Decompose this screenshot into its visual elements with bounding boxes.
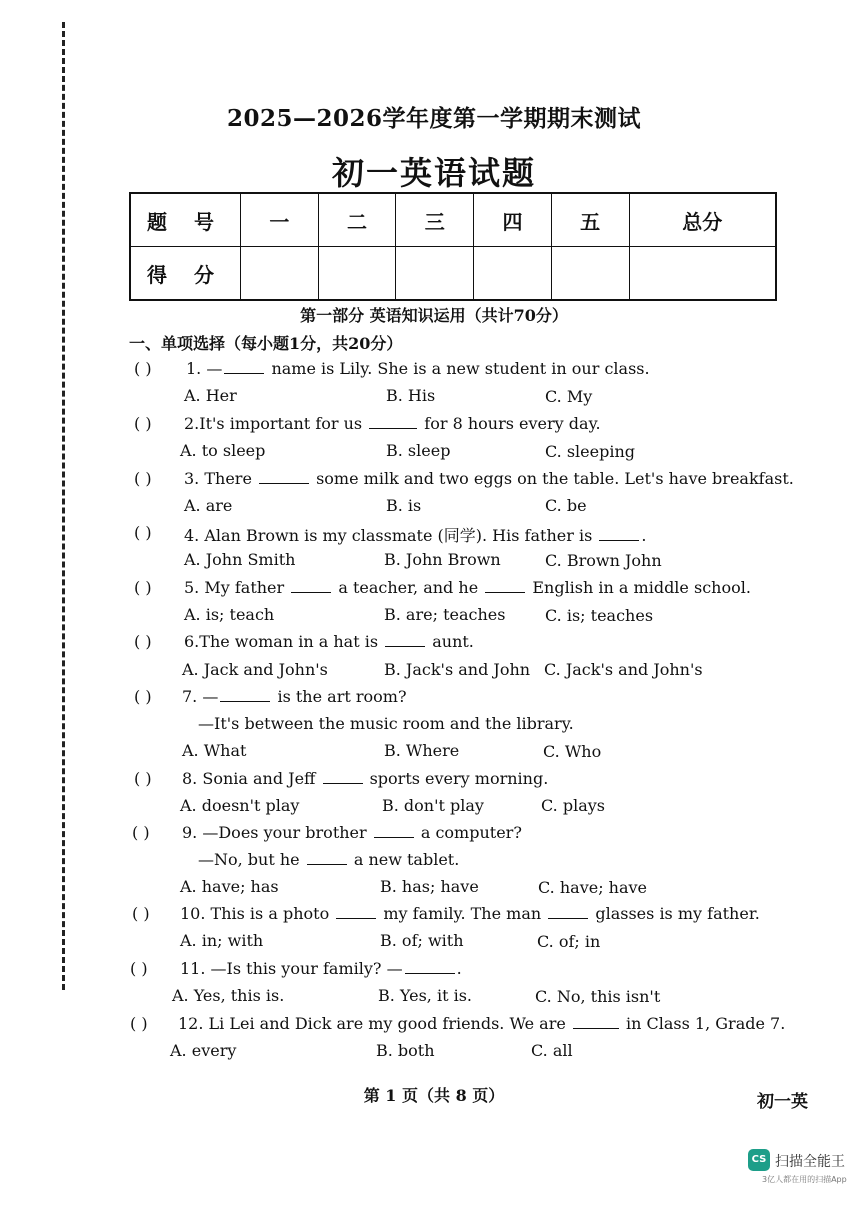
- option-a: A. have; has: [180, 877, 279, 896]
- answer-blank: [405, 959, 455, 974]
- answer-paren[interactable]: ( ): [134, 687, 152, 706]
- cell-section-1: 一: [241, 193, 319, 247]
- answer-blank: [307, 850, 347, 865]
- option-a: A. Yes, this is.: [172, 986, 285, 1005]
- answer-blank: [599, 526, 639, 541]
- option-c: C. plays: [541, 796, 605, 815]
- answer-paren[interactable]: ( ): [134, 769, 152, 788]
- question-stem: 5. My father a teacher, and he English in a middle school.: [184, 578, 751, 597]
- part-title: 第一部分 英语知识运用（共计70分）: [300, 306, 568, 325]
- answer-blank: [291, 578, 331, 593]
- score-table-header-row: [130, 193, 776, 247]
- answer-blank: [573, 1014, 619, 1029]
- question-stem: 3. There some milk and two eggs on the table. Let's have breakfast.: [184, 469, 794, 488]
- score-input-4[interactable]: [474, 247, 552, 301]
- cell-total: 总分: [629, 193, 776, 247]
- question-line-2: —No, but he a new tablet.: [198, 850, 460, 869]
- option-c: C. is; teaches: [545, 606, 654, 625]
- option-b: B. John Brown: [384, 550, 501, 569]
- answer-blank: [485, 578, 525, 593]
- answer-paren[interactable]: ( ): [134, 523, 152, 542]
- score-input-total[interactable]: [629, 247, 776, 301]
- page-footer: 第 1 页（共 8 页）: [363, 1086, 505, 1105]
- answer-paren[interactable]: ( ): [134, 578, 152, 597]
- exam-title: 2025—2026学年度第一学期期末测试: [226, 105, 642, 132]
- answer-blank: [259, 469, 309, 484]
- score-table-score-row: [130, 247, 776, 301]
- question-stem: 9. —Does your brother a computer?: [182, 823, 522, 842]
- answer-paren[interactable]: ( ): [130, 1014, 148, 1033]
- answer-paren[interactable]: ( ): [134, 414, 152, 433]
- question-stem: 10. This is a photo my family. The man glasses is my father.: [180, 904, 760, 923]
- option-a: A. to sleep: [180, 441, 266, 460]
- option-c: C. all: [531, 1041, 573, 1060]
- question-stem: 2.It's important for us for 8 hours every day.: [184, 414, 601, 433]
- option-a: A. is; teach: [184, 605, 275, 624]
- option-b: B. don't play: [382, 796, 484, 815]
- score-table: [129, 192, 777, 301]
- option-b: B. both: [376, 1041, 435, 1060]
- cell-section-3: 三: [396, 193, 474, 247]
- question-stem: 6.The woman in a hat is aunt.: [184, 632, 474, 651]
- option-a: A. in; with: [180, 931, 264, 950]
- answer-blank: [385, 632, 425, 647]
- option-a: A. Her: [184, 386, 237, 405]
- answer-blank: [336, 904, 376, 919]
- answer-blank: [369, 414, 417, 429]
- option-b: B. are; teaches: [384, 605, 506, 624]
- cell-score-label: 得 分: [130, 247, 241, 301]
- exam-subtitle: 初一英语试题: [331, 154, 536, 192]
- section-title: 一、单项选择（每小题1分，共20分）: [129, 334, 403, 353]
- answer-paren[interactable]: ( ): [132, 904, 150, 923]
- option-c: C. My: [545, 387, 593, 406]
- question-stem: 8. Sonia and Jeff sports every morning.: [182, 769, 549, 788]
- option-b: B. Jack's and John: [384, 660, 531, 679]
- question-stem: 7. — is the art room?: [182, 687, 407, 706]
- answer-blank: [323, 769, 363, 784]
- question-stem: 4. Alan Brown is my classmate (同学). His father is .: [184, 526, 647, 545]
- answer-paren[interactable]: ( ): [134, 359, 152, 378]
- option-b: B. has; have: [380, 877, 479, 896]
- option-c: C. Jack's and John's: [544, 660, 703, 679]
- option-c: C. Brown John: [545, 551, 662, 570]
- option-c: C. have; have: [538, 878, 648, 897]
- score-input-1[interactable]: [241, 247, 319, 301]
- cell-section-5: 五: [551, 193, 629, 247]
- cell-question-number-label: 题 号: [130, 193, 241, 247]
- answer-blank: [220, 687, 270, 702]
- question-stem: 12. Li Lei and Dick are my good friends. We are in Class 1, Grade 7.: [178, 1014, 786, 1033]
- camscanner-logo-icon: CS: [748, 1149, 770, 1171]
- question-line-2: —It's between the music room and the library.: [198, 714, 574, 733]
- option-c: C. Who: [543, 742, 602, 761]
- watermark-tagline: 3亿人都在用的扫描App: [762, 1175, 847, 1184]
- answer-blank: [374, 823, 414, 838]
- answer-blank: [224, 359, 264, 374]
- option-c: C. No, this isn't: [535, 987, 661, 1006]
- answer-blank: [548, 904, 588, 919]
- watermark-app-name: 扫描全能王: [775, 1154, 845, 1170]
- option-b: B. His: [386, 386, 436, 405]
- cell-section-4: 四: [474, 193, 552, 247]
- question-stem: 11. —Is this your family? — .: [180, 959, 462, 978]
- answer-paren[interactable]: ( ): [134, 632, 152, 651]
- question-stem: 1. — name is Lily. She is a new student in our class.: [186, 359, 650, 378]
- option-a: A. What: [182, 741, 247, 760]
- option-a: A. doesn't play: [180, 796, 300, 815]
- score-input-2[interactable]: [318, 247, 396, 301]
- option-a: A. Jack and John's: [182, 660, 328, 679]
- option-b: B. is: [386, 496, 422, 515]
- answer-paren[interactable]: ( ): [132, 823, 150, 842]
- option-c: C. be: [545, 496, 587, 515]
- answer-paren[interactable]: ( ): [130, 959, 148, 978]
- option-b: B. of; with: [380, 931, 464, 950]
- answer-paren[interactable]: ( ): [134, 469, 152, 488]
- option-b: B. Where: [384, 741, 460, 760]
- option-a: A. every: [170, 1041, 237, 1060]
- cell-section-2: 二: [318, 193, 396, 247]
- option-c: C. sleeping: [545, 442, 636, 461]
- option-a: A. John Smith: [184, 550, 296, 569]
- option-b: B. sleep: [386, 441, 451, 460]
- score-input-5[interactable]: [551, 247, 629, 301]
- score-input-3[interactable]: [396, 247, 474, 301]
- option-a: A. are: [184, 496, 233, 515]
- corner-header-text: 初一英: [757, 1092, 808, 1112]
- option-b: B. Yes, it is.: [378, 986, 472, 1005]
- option-c: C. of; in: [537, 932, 601, 951]
